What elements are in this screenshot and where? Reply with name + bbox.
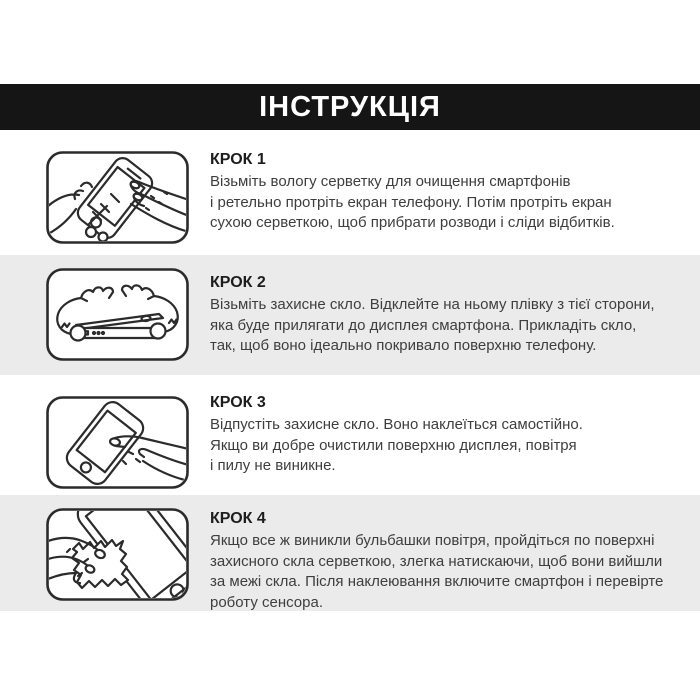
step1-text (210, 130, 615, 234)
step3-text (210, 375, 583, 477)
step2-text (210, 255, 655, 357)
step3-line: і пилу не виникне. (210, 457, 336, 474)
release-glass-self-adhere-icon (45, 395, 190, 490)
step4-heading: КРОК 4 (210, 510, 266, 527)
step2-heading: КРОК 2 (210, 274, 266, 291)
step-row-3 (0, 375, 700, 495)
instruction-header (0, 84, 700, 130)
step1-heading: КРОК 1 (210, 151, 266, 168)
step4-line: за межі скла. Після наклеювання включите смартфон і перевірте (210, 573, 664, 590)
step1-illustration (45, 150, 190, 245)
step3-line: Відпустіть захисне скло. Воно наклеїться самостійно. (210, 416, 583, 433)
step2-line: яка буде прилягати до дисплея смартфона. Прикладіть скло, (210, 316, 637, 334)
step3-illustration (45, 395, 190, 490)
peel-film-and-align-glass-icon (45, 267, 190, 362)
step2-line: Візьміть захисне скло. Відклейте на ньому плівку з тієї сторони, (210, 296, 655, 313)
step1-line: Візьміть вологу серветку для очищення смартфонів (210, 173, 571, 190)
step4-line: захисного скла серветкою, злегка натискаючи, щоб вони вийшли (210, 552, 663, 570)
step3-heading: КРОК 3 (210, 394, 266, 411)
step1-line: сухою серветкою, щоб прибрати розводи і сліди відбитків. (210, 214, 615, 231)
step-row-1 (0, 130, 700, 255)
wipe-phone-with-wet-cloth-icon (45, 150, 190, 245)
page-title: ІНСТРУКЦІЯ (259, 90, 441, 123)
step2-line: так, щоб воно ідеально покривало поверхню телефону. (210, 337, 597, 354)
step2-illustration (45, 267, 190, 362)
step3-line: Якщо ви добре очистили поверхню дисплея, повітря (210, 436, 577, 454)
step4-line: Якщо все ж виникли бульбашки повітря, пройдіться по поверхні (210, 532, 655, 549)
step4-line: роботу сенсора. (210, 593, 323, 611)
step1-line: і ретельно протріть екран телефону. Потім протріть екран (210, 193, 612, 211)
step4-illustration (45, 507, 190, 602)
step-row-4 (0, 495, 700, 611)
step-row-2 (0, 255, 700, 375)
top-margin (0, 0, 700, 84)
smooth-out-bubbles-with-napkin-icon (45, 507, 190, 602)
step4-text (210, 495, 663, 613)
